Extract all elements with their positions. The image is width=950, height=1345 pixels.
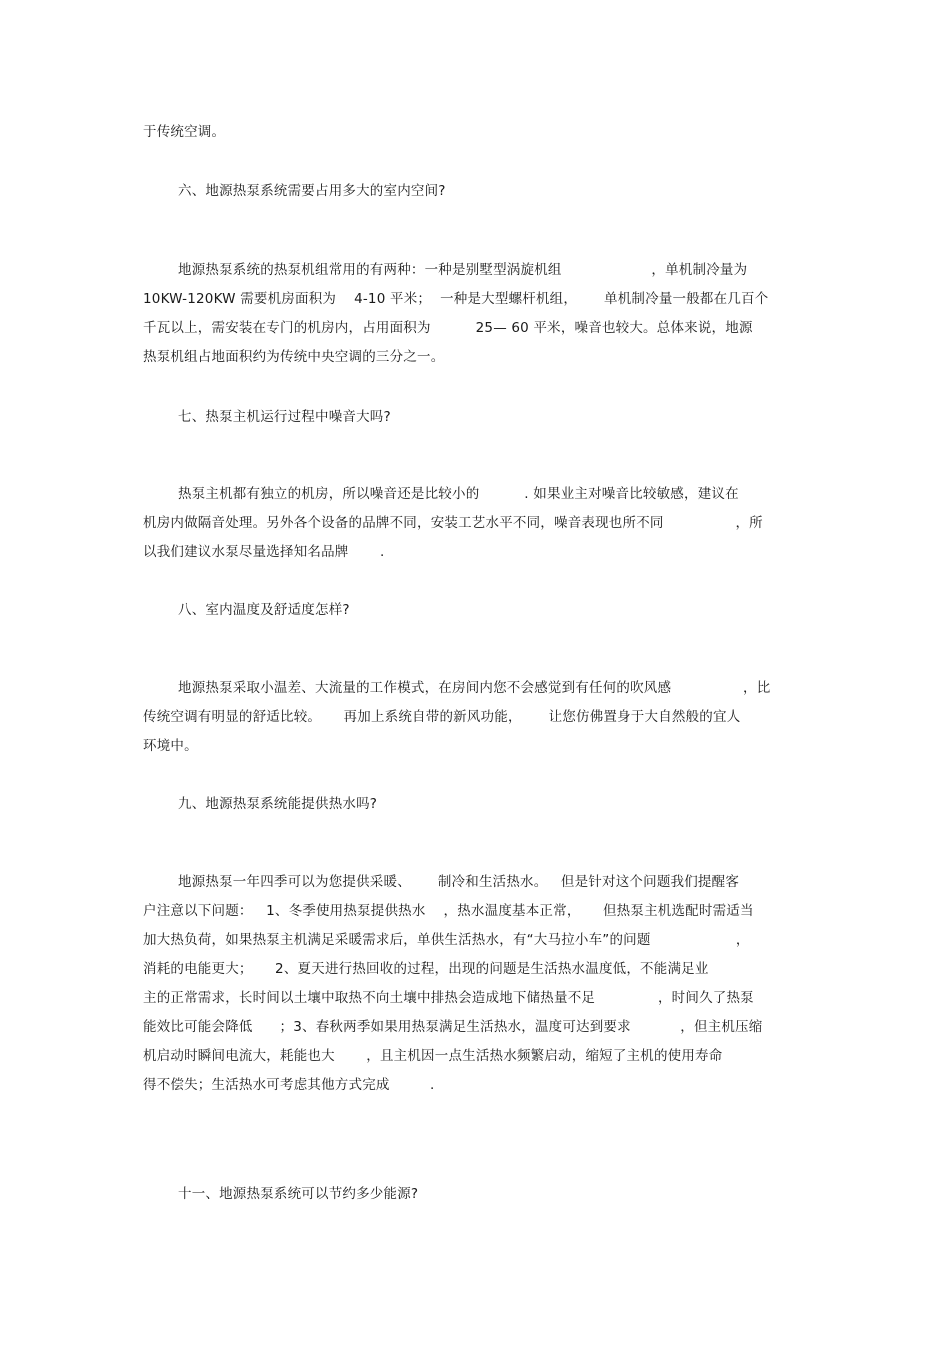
text-line: 千瓦以上，需安装在专门的机房内，占用面积为 25— 60 平米，噪音也较大。总体来说，地源 xyxy=(143,320,753,336)
text-line: 机房内做隔音处理。另外各个设备的品牌不同，安装工艺水平不同，噪音表现也所不同 ，所 xyxy=(143,515,763,531)
text-line: 能效比可能会降低 ；3、春秋两季如果用热泵满足生活热水，温度可达到要求 ，但主机压缩 xyxy=(143,1019,763,1035)
text-line: 得不偿失；生活热水可考虑其他方式完成 . xyxy=(143,1077,435,1093)
text-line: 10KW-120KW 需要机房面积为 4-10 平米； 一种是大型螺杆机组， 单机制冷量一般都在几百个 xyxy=(143,291,769,307)
text-line: 主的正常需求，长时间以土壤中取热不向土壤中排热会造成地下储热量不足 ，时间久了热泵 xyxy=(143,990,754,1006)
text-line: 于传统空调。 xyxy=(143,124,226,140)
text-line: 热泵机组占地面积约为传统中央空调的三分之一。 xyxy=(143,349,445,365)
text-line: 环境中。 xyxy=(143,738,198,754)
text-line: 地源热泵系统的热泵机组常用的有两种：一种是别墅型涡旋机组 ，单机制冷量为 xyxy=(178,262,748,278)
text-line: 户注意以下问题： 1、冬季使用热泵提供热水 ，热水温度基本正常， 但热泵主机选配时需适当 xyxy=(143,903,754,919)
text-line: 传统空调有明显的舒适比较。 再加上系统自带的新风功能， 让您仿佛置身于大自然般的宜人 xyxy=(143,709,741,725)
section-heading: 十一、地源热泵系统可以节约多少能源? xyxy=(178,1186,419,1202)
text-line: 以我们建议水泵尽量选择知名品牌 . xyxy=(143,544,385,560)
text-line: 地源热泵采取小温差、大流量的工作模式，在房间内您不会感觉到有任何的吹风感 ，比 xyxy=(178,680,771,696)
text-line: 热泵主机都有独立的机房，所以噪音还是比较小的 . 如果业主对噪音比较敏感，建议在 xyxy=(178,486,739,502)
section-heading: 七、热泵主机运行过程中噪音大吗? xyxy=(178,409,391,425)
text-line: 机启动时瞬间电流大，耗能也大 ，且主机因一点生活热水频繁启动，缩短了主机的使用寿命 xyxy=(143,1048,723,1064)
section-heading: 九、地源热泵系统能提供热水吗? xyxy=(178,796,378,812)
text-line: 消耗的电能更大； 2、夏天进行热回收的过程，出现的问题是生活热水温度低，不能满足业 xyxy=(143,961,709,977)
section-heading: 八、室内温度及舒适度怎样? xyxy=(178,602,350,618)
text-line: 地源热泵一年四季可以为您提供采暖、 制冷和生活热水。 但是针对这个问题我们提醒客 xyxy=(178,874,740,890)
section-heading: 六、地源热泵系统需要占用多大的室内空间? xyxy=(178,183,446,199)
text-line: 加大热负荷，如果热泵主机满足采暖需求后，单供生活热水，有“大马拉小车”的问题 ， xyxy=(143,932,750,948)
